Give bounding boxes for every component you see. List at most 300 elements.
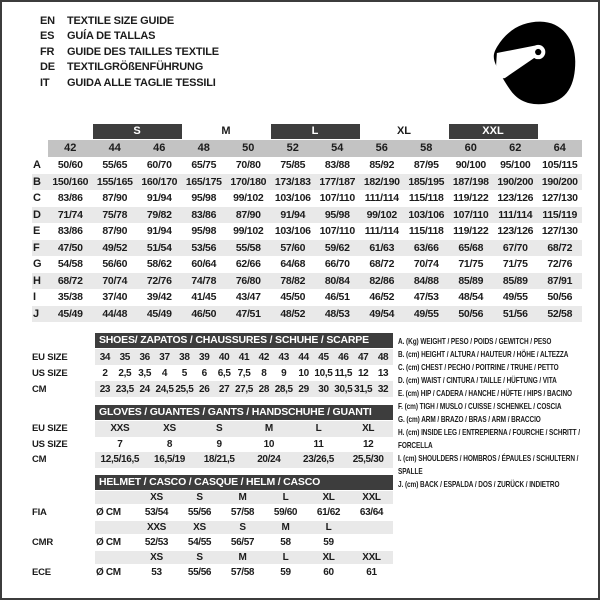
measure-cell: 87/90 — [102, 192, 128, 205]
helmet-value-cell: XS — [193, 521, 206, 533]
shoes-value-cell: 24,5 — [155, 383, 174, 395]
measure-cell: 170/180 — [230, 175, 267, 188]
shoes-title-row — [32, 333, 394, 349]
textile-body — [32, 157, 582, 322]
measure-cell: 123/126 — [497, 192, 534, 205]
helmet-value-cell: 57/58 — [230, 566, 255, 578]
measure-cell: 59/62 — [324, 241, 350, 254]
row-letter: I — [33, 291, 37, 304]
measure-row-d — [32, 207, 582, 224]
measure-cell: 52/58 — [547, 307, 573, 320]
shoes-value-cell: 46 — [338, 351, 349, 363]
gloves-value-cell: XXS — [110, 423, 130, 435]
helmet-value-cell: M — [238, 491, 247, 503]
measure-cell: 65/75 — [191, 159, 217, 172]
measure-cell: 54/58 — [57, 258, 83, 271]
measure-cell: 103/106 — [274, 192, 311, 205]
shoes-value-cell: 32 — [377, 383, 389, 395]
shoes-table-title: SHOES/ ZAPATOS / CHAUSSURES / SCHUHE / SCARPE — [95, 333, 393, 348]
shoes-value-cell: 28 — [258, 383, 270, 395]
helmet-value-cell: S — [196, 551, 203, 563]
measure-cell: 65/68 — [458, 241, 484, 254]
measure-cell: 177/187 — [319, 175, 356, 188]
shoes-value-cell: 31,5 — [354, 383, 373, 395]
measure-cell: 85/89 — [458, 274, 484, 287]
measure-row-a — [32, 157, 582, 174]
gloves-row-values — [95, 421, 393, 437]
measure-cell: 83/88 — [324, 159, 350, 172]
measure-cell: 50/56 — [458, 307, 484, 320]
gloves-row-label: EU SIZE — [32, 423, 68, 435]
helmet-rows — [32, 491, 394, 581]
measure-cell: 66/70 — [324, 258, 350, 271]
measure-cell: 37/40 — [102, 291, 128, 304]
measure-cell: 99/102 — [233, 225, 264, 238]
measure-cell: 48/52 — [280, 307, 306, 320]
size-header-row — [32, 140, 582, 157]
shoes-value-cell: 5 — [181, 367, 187, 379]
helmet-value-cell: L — [282, 491, 289, 503]
gloves-value-cell: L — [315, 423, 322, 435]
shoes-value-cell: 48 — [377, 351, 389, 363]
gloves-value-cell: 18/21,5 — [203, 454, 235, 466]
measure-cell: 95/98 — [324, 208, 350, 221]
gloves-value-cell: 11 — [313, 438, 324, 450]
measure-cell: 50/60 — [57, 159, 83, 172]
shoes-value-cell: 10,5 — [314, 367, 333, 379]
shoes-value-cell: 10 — [298, 367, 309, 379]
helmet-value-cell: 54/55 — [187, 536, 212, 548]
measure-cell: 82/86 — [369, 274, 395, 287]
measure-cell: 45/49 — [146, 307, 172, 320]
shoes-value-cell: 24 — [139, 383, 150, 395]
gloves-row — [32, 421, 394, 437]
helmet-value-cell: M — [281, 521, 290, 533]
helmet-row — [32, 564, 394, 581]
shoes-row-values — [95, 381, 393, 397]
row-letter: H — [33, 274, 41, 287]
measure-cell: 185/195 — [408, 175, 445, 188]
measure-cell: 78/82 — [280, 274, 306, 287]
language-row — [40, 13, 219, 29]
measure-cell: 49/52 — [102, 241, 128, 254]
shoes-value-cell: 9 — [281, 367, 287, 379]
measure-cell: 56/60 — [102, 258, 128, 271]
language-title: GUIDE DES TAILLES TEXTILE — [67, 45, 219, 58]
measure-cell: 45/50 — [280, 291, 306, 304]
measure-cell: 150/160 — [52, 175, 89, 188]
shoes-row-values — [95, 349, 393, 365]
helmet-value-cell: XS — [150, 551, 163, 563]
size-band-row — [32, 124, 582, 140]
measure-cell: 99/102 — [366, 208, 397, 221]
helmet-value-cell: 52/53 — [144, 536, 169, 548]
measure-cell: 123/126 — [497, 225, 534, 238]
helmet-value-cell: L — [282, 551, 289, 563]
helmet-standard-label: FIA — [32, 506, 47, 518]
gloves-value-cell: 7 — [117, 438, 123, 450]
row-letter: D — [33, 208, 41, 221]
helmet-row — [32, 504, 394, 521]
shoes-row-label: CM — [32, 383, 47, 395]
measure-row-f — [32, 240, 582, 257]
helmet-value-cell: 55/56 — [187, 506, 212, 518]
language-title: TEXTILE SIZE GUIDE — [67, 14, 175, 27]
measure-cell: 51/56 — [502, 307, 528, 320]
language-title: TEXTILGRÖßENFÜHRUNG — [67, 61, 204, 74]
size-column-header: 62 — [493, 140, 538, 157]
measure-row-h — [32, 273, 582, 290]
helmet-row-values — [95, 564, 393, 581]
measure-cell: 111/114 — [364, 192, 399, 205]
measure-cell: 49/54 — [369, 307, 395, 320]
measure-cell: 115/118 — [408, 225, 444, 238]
shoes-value-cell: 8 — [261, 367, 267, 379]
legend-item: E. (cm) HIP / CADERA / HANCHE / HÜFTE / HIPS / BACINO — [398, 388, 573, 398]
shoes-value-cell: 43 — [278, 351, 289, 363]
measure-cell: 41/45 — [191, 291, 217, 304]
measure-cell: 35/38 — [57, 291, 83, 304]
measure-cell: 83/86 — [57, 192, 83, 205]
shoes-value-cell: 37 — [159, 351, 170, 363]
measure-cell: 87/95 — [413, 159, 439, 172]
measure-cell: 72/76 — [547, 258, 573, 271]
legend-item: B. (cm) HEIGHT / ALTURA / HAUTEUR / HÖHE / ALTEZZA — [398, 349, 569, 359]
shoes-value-cell: 39 — [199, 351, 210, 363]
shoes-value-cell: 26 — [199, 383, 210, 395]
helmet-row — [32, 521, 394, 534]
row-letter: B — [33, 175, 41, 188]
visor-pivot-dot — [535, 49, 541, 55]
row-letter: G — [33, 258, 42, 271]
gloves-value-cell: S — [216, 423, 223, 435]
shoes-value-cell: 27 — [218, 383, 230, 395]
measure-cell: 119/122 — [453, 225, 489, 238]
measure-cell: 87/91 — [547, 274, 573, 287]
helmet-value-cell: 56/57 — [230, 536, 255, 548]
measure-cell: 115/118 — [408, 192, 444, 205]
textile-size-table — [32, 124, 582, 322]
row-letter: A — [33, 159, 41, 172]
gloves-value-cell: 23/26,5 — [303, 454, 334, 466]
helmet-standard-label — [32, 491, 95, 504]
measure-cell: 127/130 — [541, 225, 578, 238]
helmet-row-values — [95, 551, 393, 564]
measure-row-b — [32, 174, 582, 191]
measure-cell: 71/74 — [57, 208, 83, 221]
shoes-value-cell: 45 — [318, 351, 329, 363]
shoes-row-label: US SIZE — [32, 367, 68, 379]
legend-item: D. (cm) WAIST / CINTURA / TAILLE / HÜFTUNG / VITA — [398, 375, 557, 385]
measure-cell: 49/55 — [502, 291, 528, 304]
gloves-value-cell: 8 — [166, 438, 173, 450]
measure-cell: 115/119 — [542, 208, 578, 221]
helmet-row — [32, 534, 394, 551]
measure-cell: 70/74 — [102, 274, 128, 287]
helmet-table-title: HELMET / CASCO / CASQUE / HELM / CASCO — [95, 475, 393, 490]
helmet-value-cell: 55/56 — [187, 566, 212, 578]
gloves-value-cell: XL — [362, 423, 375, 435]
measure-cell: 47/50 — [57, 241, 83, 254]
measure-cell: 107/110 — [453, 208, 489, 221]
measure-cell: 190/200 — [541, 175, 578, 188]
shoes-value-cell: 35 — [119, 351, 130, 363]
language-row — [40, 75, 219, 91]
size-column-header: 56 — [360, 140, 405, 157]
measure-cell: 91/94 — [146, 225, 172, 238]
measure-cell: 95/98 — [191, 192, 217, 205]
measure-cell: 62/66 — [235, 258, 261, 271]
size-column-header: 42 — [48, 140, 93, 157]
measure-cell: 67/70 — [502, 241, 528, 254]
helmet-value-cell: XS — [150, 491, 163, 503]
helmet-value-cell: XXL — [362, 551, 381, 563]
measure-cell: 103/106 — [274, 225, 311, 238]
size-band-xl: XL — [396, 125, 412, 137]
language-row — [40, 29, 219, 45]
legend-item: G. (cm) ARM / BRAZO / BRAS / ARM / BRACCIO — [398, 414, 541, 424]
shoes-value-cell: 6,5 — [217, 367, 231, 379]
measure-cell: 75/85 — [280, 159, 306, 172]
measure-cell: 95/100 — [500, 159, 531, 172]
gloves-value-cell: 12,5/16,5 — [100, 454, 140, 466]
helmet-standard-label: ECE — [32, 566, 51, 578]
measure-cell: 49/55 — [413, 307, 439, 320]
measure-cell: 39/42 — [146, 291, 172, 304]
gloves-value-cell: 9 — [216, 438, 222, 450]
shoes-value-cell: 40 — [218, 351, 230, 363]
helmet-row-values — [95, 491, 393, 504]
shoes-value-cell: 29 — [298, 383, 309, 395]
row-letter: F — [33, 241, 40, 254]
measure-cell: 45/49 — [57, 307, 83, 320]
label-spacer — [32, 405, 95, 421]
measure-cell: 85/92 — [369, 159, 395, 172]
measure-cell: 55/65 — [102, 159, 128, 172]
shoes-value-cell: 27,5 — [234, 383, 254, 395]
measure-cell: 83/86 — [191, 208, 217, 221]
shoes-value-cell: 13 — [377, 367, 389, 379]
measure-cell: 91/94 — [280, 208, 306, 221]
measure-cell: 127/130 — [541, 192, 578, 205]
lower-tables — [32, 333, 394, 581]
helmet-unit-cell: Ø CM — [96, 536, 121, 548]
helmet-value-cell: M — [238, 551, 247, 563]
shoes-row — [32, 349, 394, 365]
shoes-value-cell: 44 — [298, 351, 309, 363]
measure-cell: 43/47 — [235, 291, 261, 304]
gloves-value-cell: 10 — [263, 438, 275, 450]
measure-cell: 74/78 — [191, 274, 217, 287]
gloves-row-values — [95, 437, 393, 453]
shoes-value-cell: 30 — [318, 383, 329, 395]
shoes-value-cell: 2 — [102, 367, 108, 379]
measure-cell: 165/175 — [185, 175, 222, 188]
helmet-row — [32, 491, 394, 504]
shoes-row — [32, 365, 394, 381]
measure-cell: 105/115 — [542, 159, 578, 172]
measure-cell: 46/52 — [369, 291, 395, 304]
helmet-value-cell: 60 — [323, 566, 334, 578]
measure-cell: 51/54 — [146, 241, 172, 254]
measure-cell: 190/200 — [497, 175, 534, 188]
measure-cell: 95/98 — [191, 225, 217, 238]
size-band-xxl: XXL — [449, 124, 538, 139]
gloves-row-label: CM — [32, 454, 47, 466]
measure-cell: 60/70 — [146, 159, 172, 172]
size-column-header: 58 — [404, 140, 449, 157]
helmet-value-cell: 57/58 — [230, 506, 255, 518]
language-row — [40, 60, 219, 76]
shoes-row-label: EU SIZE — [32, 351, 68, 363]
shoes-value-cell: 6 — [201, 367, 207, 379]
legend-item: A. (Kg) WEIGHT / PESO / POIDS / GEWITCH / PESO — [398, 336, 552, 346]
gloves-table-title: GLOVES / GUANTES / GANTS / HANDSCHUHE / GUANTI — [95, 405, 393, 420]
language-code: ES — [40, 30, 55, 43]
size-column-header: 50 — [226, 140, 271, 157]
shoes-value-cell: 7,5 — [237, 367, 251, 379]
helmet-value-cell: S — [239, 521, 246, 533]
language-code: DE — [40, 61, 55, 74]
measure-cell: 70/74 — [413, 258, 439, 271]
gloves-row-label: US SIZE — [32, 438, 68, 450]
size-column-header: 52 — [271, 140, 316, 157]
measure-cell: 48/54 — [458, 291, 484, 304]
measure-cell: 85/89 — [502, 274, 528, 287]
shoes-row-values — [95, 365, 393, 381]
gloves-value-cell: M — [264, 423, 273, 435]
label-spacer — [32, 333, 95, 349]
measure-cell: 182/190 — [363, 175, 400, 188]
measure-cell: 47/51 — [235, 307, 261, 320]
measure-cell: 46/50 — [191, 307, 217, 320]
measure-cell: 107/110 — [319, 225, 355, 238]
measure-cell: 91/94 — [146, 192, 172, 205]
measure-cell: 47/53 — [413, 291, 439, 304]
legend-item: I. (cm) SHOULDERS / HOMBROS / ÉPAULES / SCHULTERN / SPALLE — [398, 453, 579, 476]
measure-row-e — [32, 223, 582, 240]
gloves-row — [32, 437, 394, 453]
helmet-value-cell: S — [196, 491, 203, 503]
shoes-value-cell: 12 — [357, 367, 369, 379]
language-code: FR — [40, 45, 55, 58]
helmet-row-values — [95, 504, 393, 521]
size-column-header: 60 — [449, 140, 494, 157]
measure-cell: 68/72 — [369, 258, 395, 271]
shoes-value-cell: 4 — [161, 367, 168, 379]
measure-cell: 76/80 — [235, 274, 261, 287]
measure-cell: 99/102 — [233, 192, 264, 205]
helmet-row-values — [95, 534, 393, 551]
measure-cell: 71/75 — [502, 258, 528, 271]
language-list — [40, 13, 219, 91]
measure-cell: 72/76 — [146, 274, 172, 287]
legend-item: C. (cm) CHEST / PECHO / POITRINE / TRUHE / PETTO — [398, 362, 559, 372]
helmet-value-cell: 63/64 — [359, 506, 384, 518]
measure-cell: 55/58 — [235, 241, 261, 254]
gloves-title-row — [32, 405, 394, 421]
size-column-header: 44 — [93, 140, 138, 157]
size-column-header: 54 — [315, 140, 360, 157]
shoes-value-cell: 36 — [139, 351, 150, 363]
measure-cell: 79/82 — [146, 208, 172, 221]
measure-row-i — [32, 289, 582, 306]
shoes-value-cell: 34 — [99, 351, 111, 363]
shoes-value-cell: 42 — [258, 351, 270, 363]
helmet-unit-cell: Ø CM — [96, 506, 121, 518]
helmet-value-cell: 59/60 — [273, 506, 298, 518]
size-band-l: L — [271, 124, 360, 139]
measure-cell: 57/60 — [280, 241, 306, 254]
measure-cell: 53/56 — [191, 241, 217, 254]
shoes-value-cell: 3,5 — [138, 367, 152, 379]
measure-cell: 155/165 — [96, 175, 133, 188]
measure-cell: 87/90 — [235, 208, 261, 221]
helmet-icon — [485, 15, 580, 110]
shoes-value-cell: 28,5 — [274, 383, 293, 395]
helmet-value-cell: XXS — [147, 521, 166, 533]
helmet-table — [32, 475, 394, 581]
helmet-value-cell: XL — [322, 551, 335, 563]
measure-row-c — [32, 190, 582, 207]
helmet-value-cell: 53/54 — [144, 506, 169, 518]
gloves-row-values — [95, 452, 393, 468]
shoes-value-cell: 30,5 — [334, 383, 353, 395]
helmet-row-values — [95, 521, 393, 534]
measure-cell: 111/114 — [498, 208, 533, 221]
gloves-value-cell: 12 — [362, 438, 374, 450]
gloves-rows — [32, 421, 394, 468]
measure-cell: 58/62 — [146, 258, 172, 271]
gloves-value-cell: XS — [163, 423, 176, 435]
label-spacer — [32, 475, 95, 491]
helmet-value-cell: 61/62 — [316, 506, 341, 518]
measure-row-j — [32, 306, 582, 323]
shoes-value-cell: 38 — [179, 351, 190, 363]
language-title: GUÍA DE TALLAS — [67, 30, 156, 43]
measure-cell: 44/48 — [102, 307, 128, 320]
shoes-value-cell: 2,5 — [118, 367, 132, 379]
legend-item: F. (cm) TIGH / MUSLO / CUISSE / SCHENKEL / COSCIA — [398, 401, 562, 411]
shoes-table — [32, 333, 394, 397]
legend-item: J. (cm) BACK / ESPALDA / DOS / ZURÜCK / INDIETRO — [398, 479, 560, 489]
measure-cell: 46/51 — [324, 291, 350, 304]
helmet-value-cell: 53 — [151, 566, 162, 578]
row-letter: J — [33, 307, 40, 320]
gloves-row — [32, 452, 394, 468]
row-letter: C — [33, 192, 41, 205]
size-column-header: 64 — [538, 140, 583, 157]
measure-cell: 87/90 — [102, 225, 128, 238]
helmet-value-cell: XL — [322, 491, 335, 503]
language-code: IT — [40, 76, 50, 89]
measure-cell: 70/80 — [235, 159, 261, 172]
measure-cell: 64/68 — [280, 258, 306, 271]
language-row — [40, 44, 219, 60]
helmet-value-cell: L — [325, 521, 332, 533]
size-column-header: 48 — [182, 140, 227, 157]
measure-cell: 68/72 — [547, 241, 573, 254]
measure-row-g — [32, 256, 582, 273]
helmet-row — [32, 551, 394, 564]
shoes-rows — [32, 349, 394, 397]
measure-cell: 84/88 — [413, 274, 439, 287]
measure-cell: 80/84 — [324, 274, 350, 287]
corner-cell — [32, 140, 48, 157]
measure-cell: 63/66 — [413, 241, 439, 254]
helmet-standard-label: CMR — [32, 536, 54, 548]
measure-cell: 160/170 — [141, 175, 178, 188]
